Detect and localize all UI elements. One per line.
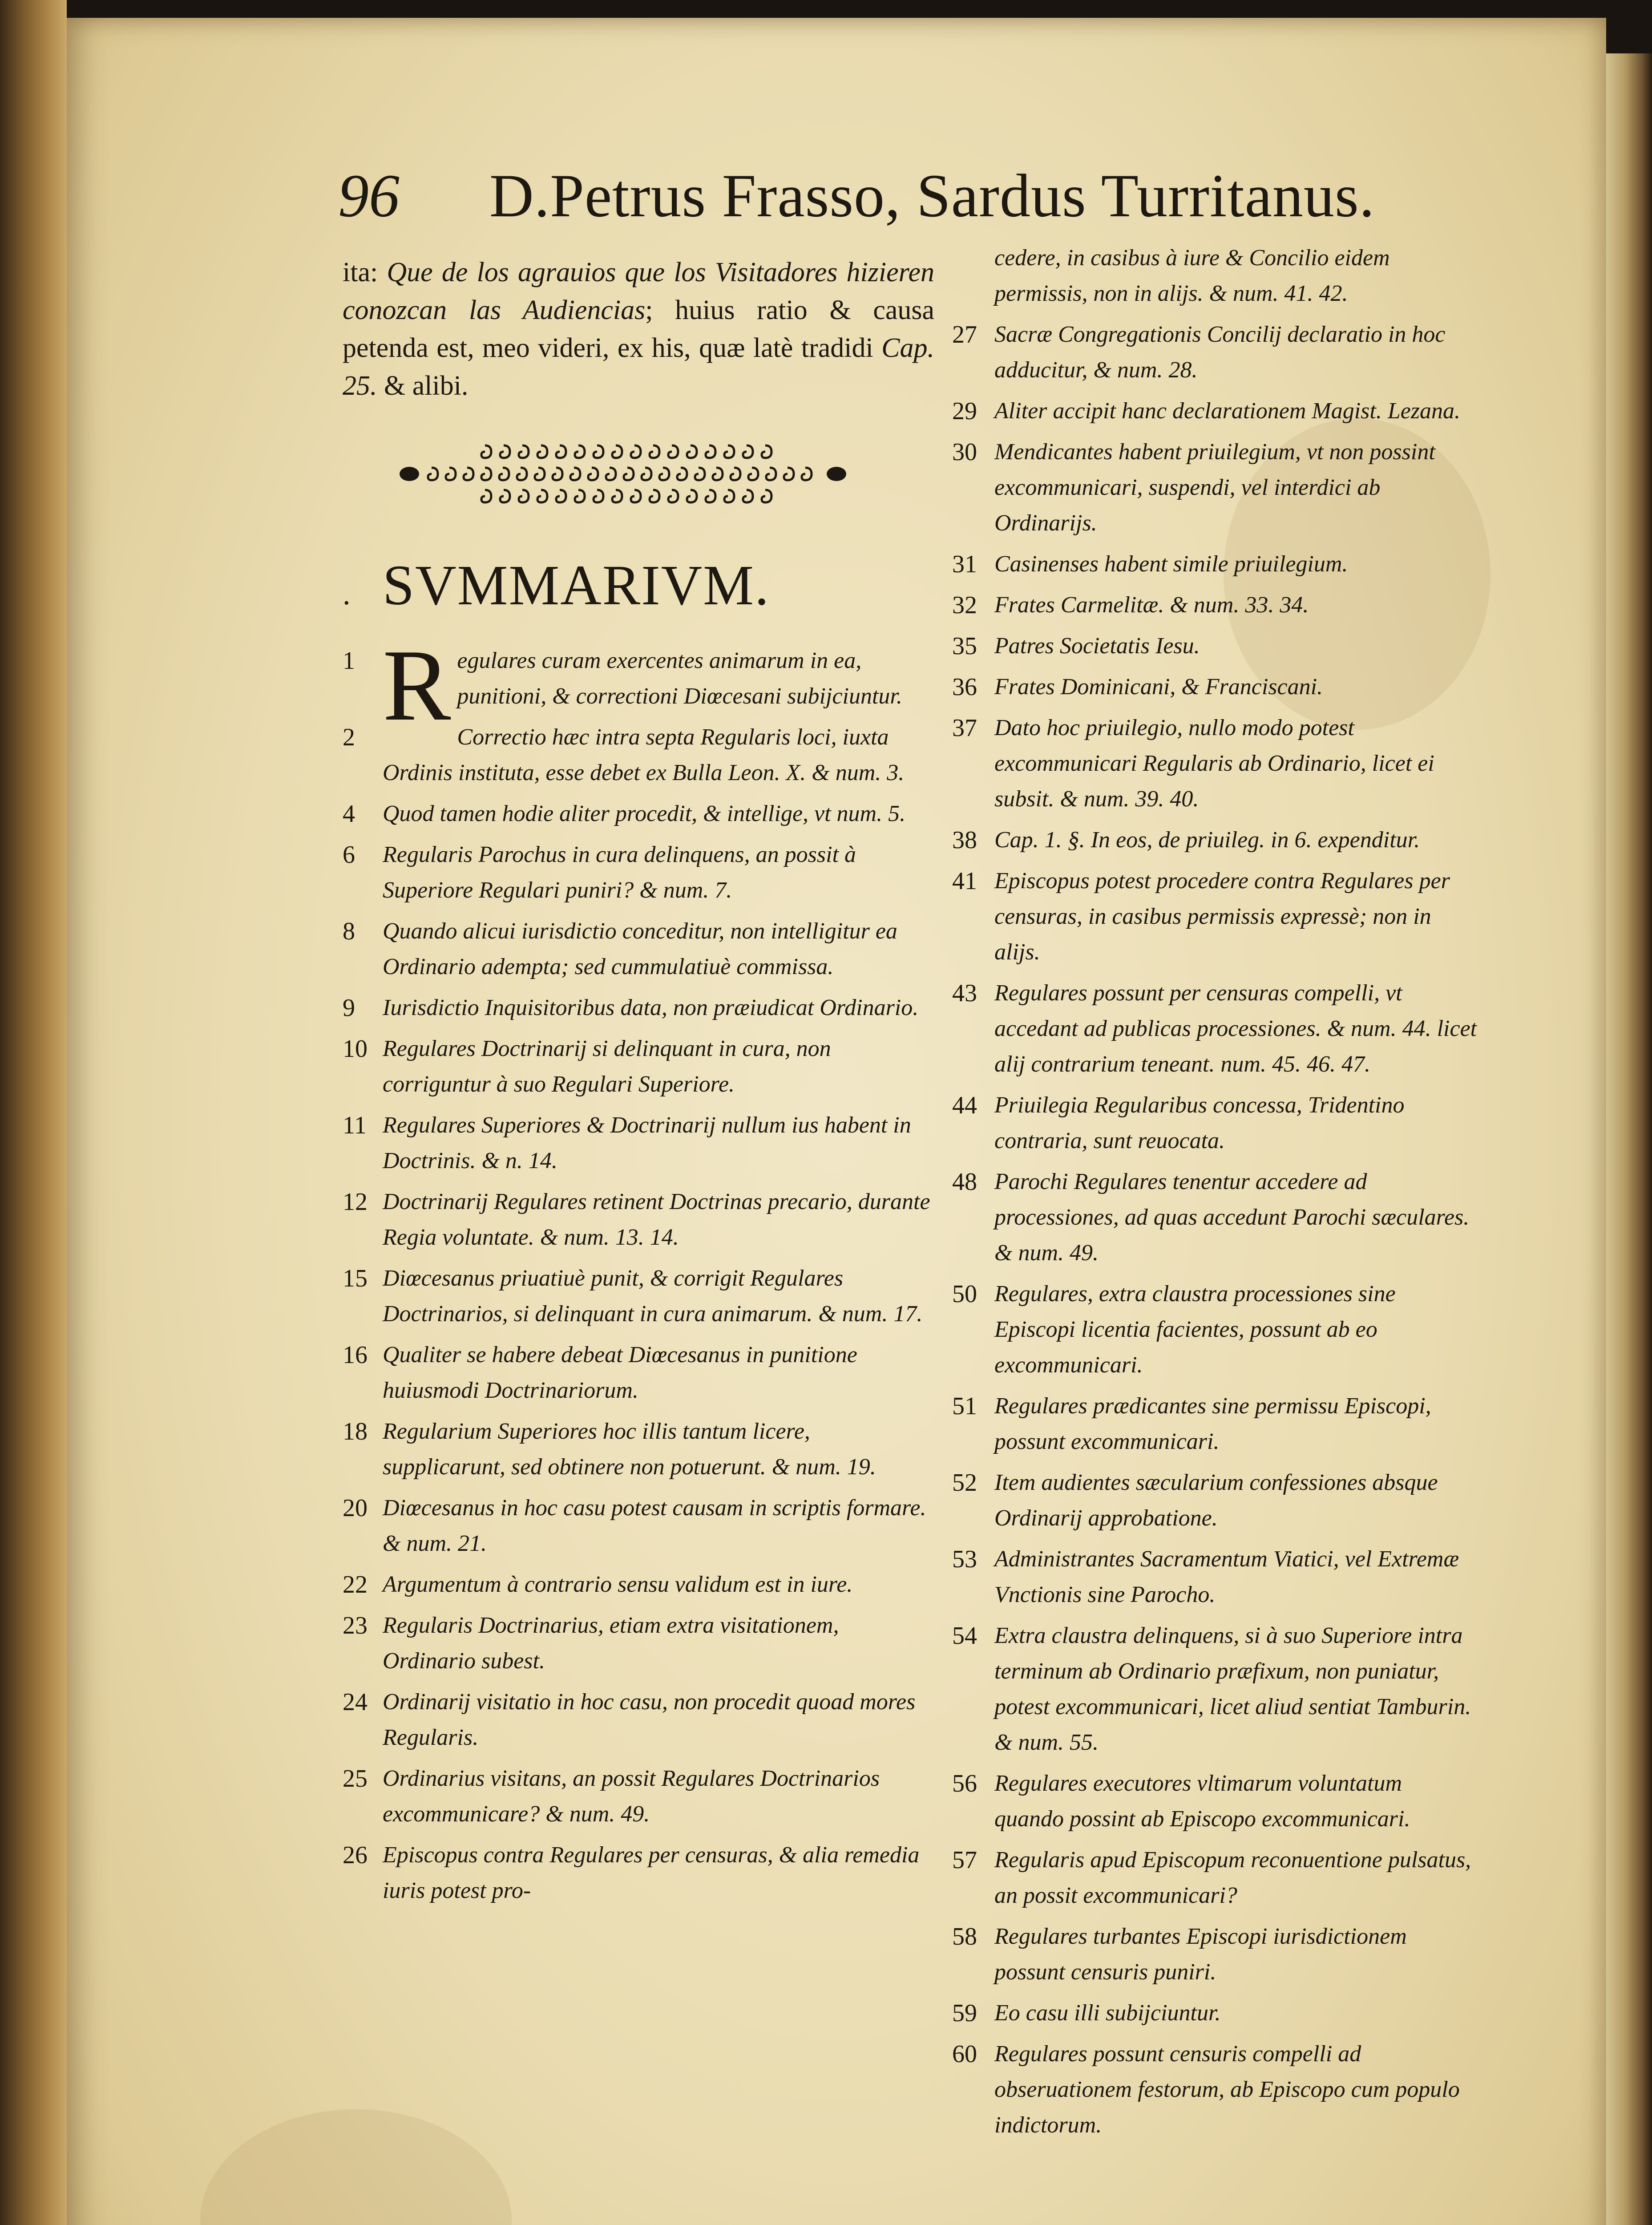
ornament-glyph bbox=[594, 490, 603, 502]
summary-entry bbox=[952, 1842, 1477, 1914]
entry-text: Administrantes Sacramentum Viatici, vel Extremæ Vnctionis sine Parocho. bbox=[994, 1546, 1459, 1607]
entry-number: 31 bbox=[952, 550, 977, 578]
right-column bbox=[952, 240, 1477, 2148]
entry-number: 44 bbox=[952, 1092, 977, 1119]
entry-text: Regulares prædicantes sine permissu Episcopi, possunt excommunicari. bbox=[994, 1393, 1431, 1454]
summary-entry bbox=[952, 1276, 1477, 1383]
entry-number: 48 bbox=[952, 1168, 977, 1196]
summary-heading bbox=[343, 554, 934, 616]
entry-text: Regulares possunt censuris compelli ad obseruationem festorum, ab Episcopo cum populo indictorum. bbox=[994, 2041, 1460, 2138]
summary-entry bbox=[343, 796, 934, 832]
summary-entry bbox=[952, 546, 1477, 582]
entry-text: Frates Dominicani, & Franciscani. bbox=[994, 674, 1323, 700]
ornament-glyph bbox=[606, 468, 616, 480]
ornament-glyph bbox=[499, 468, 509, 480]
entry-text: Dato hoc priuilegio, nullo modo potest excommunicari Regularis ab Ordinario, licet ei subsit. & num. 39. 40. bbox=[994, 715, 1434, 812]
ornament-glyph bbox=[731, 468, 740, 480]
heading-text: SVMMARIVM. bbox=[383, 554, 770, 617]
left-column bbox=[343, 254, 934, 1914]
summary-entry bbox=[343, 837, 934, 908]
ornament-glyph bbox=[556, 490, 566, 502]
summary-entry bbox=[952, 1388, 1477, 1460]
summary-entry bbox=[343, 628, 934, 742]
entry-text: Regularis apud Episcopum reconuentione pulsatus, an possit excommunicari? bbox=[994, 1847, 1471, 1908]
ornament-glyph bbox=[537, 490, 547, 502]
intro-quote: Que de los agrauios que los Visitadores hizieren conozcan las Audiencias bbox=[343, 257, 934, 325]
summary-entry bbox=[343, 1031, 934, 1102]
summary-entry bbox=[343, 914, 934, 985]
entry-number: 35 bbox=[952, 632, 977, 660]
entry-number: 24 bbox=[343, 1688, 368, 1716]
entry-text: Regulares, extra claustra processiones sine Episcopi licentia facientes, possunt ab eo excommunicari. bbox=[994, 1281, 1396, 1378]
entry-number: 16 bbox=[343, 1341, 368, 1369]
summary-entry bbox=[952, 434, 1477, 541]
entry-text: Mendicantes habent priuilegium, vt non possint excommunicari, suspendi, vel interdici ab Ordinarijs. bbox=[994, 439, 1435, 536]
entry-number: 2 bbox=[343, 724, 355, 751]
summary-entry bbox=[952, 822, 1477, 858]
summary-entry bbox=[343, 1567, 934, 1602]
intro-paragraph bbox=[343, 254, 934, 405]
ornament-glyph bbox=[706, 445, 715, 458]
summary-entry bbox=[343, 1761, 934, 1832]
summary-entry bbox=[952, 1995, 1477, 2031]
entry-text: Item audientes sæcularium confessiones absque Ordinarij approbatione. bbox=[994, 1470, 1438, 1531]
entry-text: Regulares turbantes Episcopi iurisdictionem possunt censuris puniri. bbox=[994, 1924, 1407, 1985]
ornament-glyph bbox=[642, 468, 651, 480]
entry-text: Diœcesanus priuatiuè punit, & corrigit Regulares Doctrinarios, si delinquant in cura animarum. & num. 17. bbox=[383, 1266, 923, 1327]
ornament-glyph bbox=[500, 445, 510, 458]
entry-number: 30 bbox=[952, 438, 977, 466]
entry-number: 4 bbox=[343, 800, 355, 828]
entry-text: Diœcesanus in hoc casu potest causam in scriptis formare. & num. 21. bbox=[383, 1495, 926, 1556]
ornament-glyph bbox=[612, 490, 622, 502]
entry-number: 29 bbox=[952, 397, 977, 425]
entry-text: Doctrinarij Regulares retinent Doctrinas precario, durante Regia voluntate. & num. 13. 14. bbox=[383, 1189, 930, 1250]
entry-text: Regularis Doctrinarius, etiam extra visitationem, Ordinario subest. bbox=[383, 1613, 839, 1674]
ornament-glyph bbox=[594, 445, 603, 458]
entry-text: Iurisdictio Inquisitoribus data, non præiudicat Ordinario. bbox=[383, 995, 919, 1020]
ornament-glyph bbox=[724, 490, 734, 502]
summary-entry bbox=[952, 1088, 1477, 1159]
summary-entry bbox=[952, 628, 1477, 664]
summary-entry bbox=[343, 1608, 934, 1679]
ornament-glyph bbox=[588, 468, 598, 480]
summary-entry bbox=[952, 863, 1477, 970]
ornament-glyph bbox=[766, 468, 776, 480]
ornament-glyph bbox=[624, 468, 634, 480]
entry-number: 12 bbox=[343, 1188, 368, 1216]
entry-text: Quod tamen hodie aliter procedit, & intellige, vt num. 5. bbox=[383, 801, 906, 826]
ornament-glyph bbox=[517, 468, 527, 480]
ornament-glyph bbox=[650, 445, 659, 458]
ornament-glyph bbox=[784, 468, 794, 480]
summary-entry bbox=[952, 710, 1477, 817]
ornament-glyph bbox=[481, 490, 491, 502]
summary-entry bbox=[952, 1541, 1477, 1613]
entry-text: Eo casu illi subijciuntur. bbox=[994, 2000, 1221, 2026]
entry-text: Regulares Doctrinarij si delinquant in cura, non corriguntur à suo Regulari Superiore. bbox=[383, 1036, 831, 1097]
summary-entry bbox=[952, 317, 1477, 388]
entry-text: Argumentum à contrario sensu validum est in iure. bbox=[383, 1572, 853, 1597]
summary-entry bbox=[952, 1618, 1477, 1760]
intro-rest: ; huius ratio & causa petenda est, meo videri, ex his, quæ latè tradidi bbox=[343, 295, 935, 363]
running-title: D.Petrus Frasso, Sardus Turritanus. bbox=[489, 162, 1375, 230]
running-head bbox=[338, 160, 1548, 231]
summary-entry bbox=[343, 1337, 934, 1408]
ornament-glyph bbox=[713, 468, 723, 480]
ornament-glyph bbox=[748, 468, 758, 480]
entry-number: 10 bbox=[343, 1035, 368, 1063]
ornament-glyph bbox=[695, 468, 705, 480]
ornament-glyph bbox=[762, 490, 771, 502]
page-edge bbox=[1603, 53, 1652, 2225]
ornament-glyph bbox=[500, 490, 510, 502]
page-number: 96 bbox=[338, 162, 400, 230]
ornament-end bbox=[400, 467, 419, 481]
entry-number: 43 bbox=[952, 979, 977, 1007]
summary-entry bbox=[343, 990, 934, 1026]
summary-entry bbox=[952, 393, 1477, 429]
entry-number: 6 bbox=[343, 841, 355, 869]
entry-text: Regulares possunt per censuras compelli, vt accedant ad publicas processiones. & num. 44. licet alij contrarium teneant. num. 45. 46. 47. bbox=[994, 980, 1477, 1077]
intro-tail: & alibi. bbox=[377, 371, 469, 401]
summary-entry bbox=[952, 2036, 1477, 2143]
entry-number: 56 bbox=[952, 1770, 977, 1797]
summary-entry bbox=[343, 1490, 934, 1562]
entry-text: egulares curam exercentes animarum in ea, punitioni, & correctioni Diœcesani subijciuntur. bbox=[457, 648, 902, 709]
ornament-glyph bbox=[762, 445, 771, 458]
entry-number: 32 bbox=[952, 591, 977, 619]
entry-text: Parochi Regulares tenentur accedere ad processiones, ad quas accedunt Parochi sæculares. & num. 49. bbox=[994, 1169, 1470, 1266]
summary-entry bbox=[343, 1184, 934, 1255]
ornament-glyph bbox=[687, 490, 697, 502]
entry-number: 50 bbox=[952, 1280, 977, 1308]
ornament-glyph bbox=[535, 468, 545, 480]
ornament-glyph bbox=[556, 445, 566, 458]
summary-entry bbox=[952, 587, 1477, 623]
ornament-glyph bbox=[446, 468, 456, 480]
summary-entry bbox=[952, 1465, 1477, 1536]
ornament-end bbox=[827, 467, 846, 481]
entry-number: 25 bbox=[343, 1765, 368, 1792]
summary-entry bbox=[343, 1414, 934, 1485]
entry-number: 8 bbox=[343, 918, 355, 945]
book-gutter bbox=[0, 0, 67, 2225]
ornament-glyph bbox=[631, 490, 641, 502]
ornament-glyph bbox=[659, 468, 669, 480]
entry-text: Patres Societatis Iesu. bbox=[994, 633, 1200, 659]
entry-text: Casinenses habent simile priuilegium. bbox=[994, 551, 1348, 577]
entry-text: Aliter accipit hanc declarationem Magist. Lezana. bbox=[994, 398, 1461, 424]
entry-number: 59 bbox=[952, 1999, 977, 2027]
entry-number: 11 bbox=[343, 1112, 367, 1139]
ornament-glyph bbox=[668, 445, 678, 458]
entry-number: 52 bbox=[952, 1469, 977, 1497]
summary-entry bbox=[952, 1164, 1477, 1271]
entry-text: Regulares Superiores & Doctrinarij nullum ius habent in Doctrinis. & n. 14. bbox=[383, 1112, 911, 1173]
entry-number: 37 bbox=[952, 714, 977, 742]
entry-number: 15 bbox=[343, 1265, 368, 1292]
ornament-glyph bbox=[519, 445, 529, 458]
ornament-band bbox=[396, 436, 850, 512]
ornament-glyph bbox=[553, 468, 562, 480]
entry-text: Cap. 1. §. In eos, de priuileg. in 6. expenditur. bbox=[994, 827, 1420, 853]
ornament-glyph bbox=[743, 445, 753, 458]
entry-number: 1 bbox=[343, 647, 355, 675]
entry-text: Episcopus potest procedere contra Regulares per censuras, in casibus permissis expressè; non in alijs. bbox=[994, 868, 1450, 965]
ornament-glyph bbox=[743, 490, 753, 502]
entry-text: cedere, in casibus à iure & Concilio eidem permissis, non in alijs. & num. 41. 42. bbox=[994, 245, 1390, 306]
entry-text: Quando alicui iurisdictio conceditur, non intelligitur ea Ordinario adempta; sed cummulatiuè commissa. bbox=[383, 918, 897, 979]
entry-number: 41 bbox=[952, 867, 977, 895]
entry-number: 51 bbox=[952, 1392, 977, 1420]
intro-lead: ita: bbox=[343, 257, 387, 287]
summary-entry bbox=[952, 1766, 1477, 1837]
entry-text: Ordinarij visitatio in hoc casu, non procedit quoad mores Regularis. bbox=[383, 1689, 916, 1750]
entry-number: 53 bbox=[952, 1545, 977, 1573]
entry-text: Sacræ Congregationis Concilij declaratio in hoc adducitur, & num. 28. bbox=[994, 322, 1446, 383]
entry-text: Regulares executores vltimarum voluntatum quando possint ab Episcopo excommunicari. bbox=[994, 1771, 1410, 1832]
entry-number: 57 bbox=[952, 1846, 977, 1874]
summary-entry bbox=[952, 1919, 1477, 1990]
ornament-glyph bbox=[464, 468, 473, 480]
summary-entry bbox=[952, 669, 1477, 705]
entry-number: 60 bbox=[952, 2040, 977, 2068]
entry-number: 23 bbox=[343, 1612, 368, 1639]
paper-stain bbox=[200, 2109, 512, 2225]
entry-number: 20 bbox=[343, 1494, 368, 1522]
summary-entry bbox=[952, 975, 1477, 1082]
entry-text: Episcopus contra Regulares per censuras, & alia remedia iuris potest pro- bbox=[383, 1842, 920, 1903]
drop-cap: R bbox=[383, 628, 451, 742]
entry-number: 22 bbox=[343, 1571, 368, 1598]
ornament-glyph bbox=[575, 490, 585, 502]
summary-entry bbox=[343, 720, 934, 791]
entry-text: Ordinarius visitans, an possit Regulares Doctrinarios excommunicare? & num. 49. bbox=[383, 1766, 880, 1827]
summary-list-right bbox=[952, 240, 1477, 2143]
entry-number: 58 bbox=[952, 1923, 977, 1950]
entry-text: Regularium Superiores hoc illis tantum licere, supplicarunt, sed obtinere non potuerunt. & num. 19. bbox=[383, 1419, 876, 1480]
ornament-glyph bbox=[570, 468, 580, 480]
ornament-glyph bbox=[724, 445, 734, 458]
entry-number: 18 bbox=[343, 1418, 368, 1445]
summary-list-left bbox=[343, 628, 934, 1909]
intro-ref: Cap. 25. bbox=[343, 333, 934, 401]
ornament-glyph bbox=[650, 490, 659, 502]
ornament-glyph bbox=[687, 445, 697, 458]
entry-text: Frates Carmelitæ. & num. 33. 34. bbox=[994, 592, 1309, 618]
entry-text: Qualiter se habere debeat Diœcesanus in punitione huiusmodi Doctrinariorum. bbox=[383, 1342, 857, 1403]
summary-entry bbox=[343, 1108, 934, 1179]
ornament-glyph bbox=[802, 468, 812, 480]
entry-text: Regularis Parochus in cura delinquens, an possit à Superiore Regulari puniri? & num. 7. bbox=[383, 842, 856, 903]
ornament-glyph bbox=[668, 490, 678, 502]
heading-mark: . bbox=[343, 577, 351, 611]
ornament-glyph bbox=[677, 468, 687, 480]
ornament-glyph bbox=[706, 490, 715, 502]
summary-entry bbox=[952, 240, 1477, 312]
entry-text: Priuilegia Regularibus concessa, Tridentino contraria, sunt reuocata. bbox=[994, 1092, 1405, 1153]
entry-text: Extra claustra delinquens, si à suo Superiore intra terminum ab Ordinario præfixum, non puniatur, potest excommunicari, licet aliud sentiat Tamburin. & num. 55. bbox=[994, 1623, 1471, 1755]
entry-text: Correctio hæc intra septa Regularis loci, iuxta Ordinis instituta, esse debet ex Bulla Leon. X. & num. 3. bbox=[383, 724, 905, 785]
entry-number: 27 bbox=[952, 321, 977, 348]
entry-number: 9 bbox=[343, 994, 355, 1022]
ornament-glyph bbox=[519, 490, 529, 502]
summary-entry bbox=[343, 1684, 934, 1756]
summary-entry bbox=[343, 1837, 934, 1909]
ornament-glyph bbox=[481, 468, 491, 480]
ornament-glyph bbox=[575, 445, 585, 458]
ornament-glyph bbox=[631, 445, 641, 458]
entry-number: 26 bbox=[343, 1841, 368, 1869]
ornament-glyph bbox=[481, 445, 491, 458]
ornament-glyph bbox=[537, 445, 547, 458]
entry-number: 36 bbox=[952, 673, 977, 701]
entry-number: 38 bbox=[952, 826, 977, 854]
ornament-glyph bbox=[428, 468, 438, 480]
ornament-glyph bbox=[612, 445, 622, 458]
entry-number: 54 bbox=[952, 1622, 977, 1650]
summary-entry bbox=[343, 1261, 934, 1332]
